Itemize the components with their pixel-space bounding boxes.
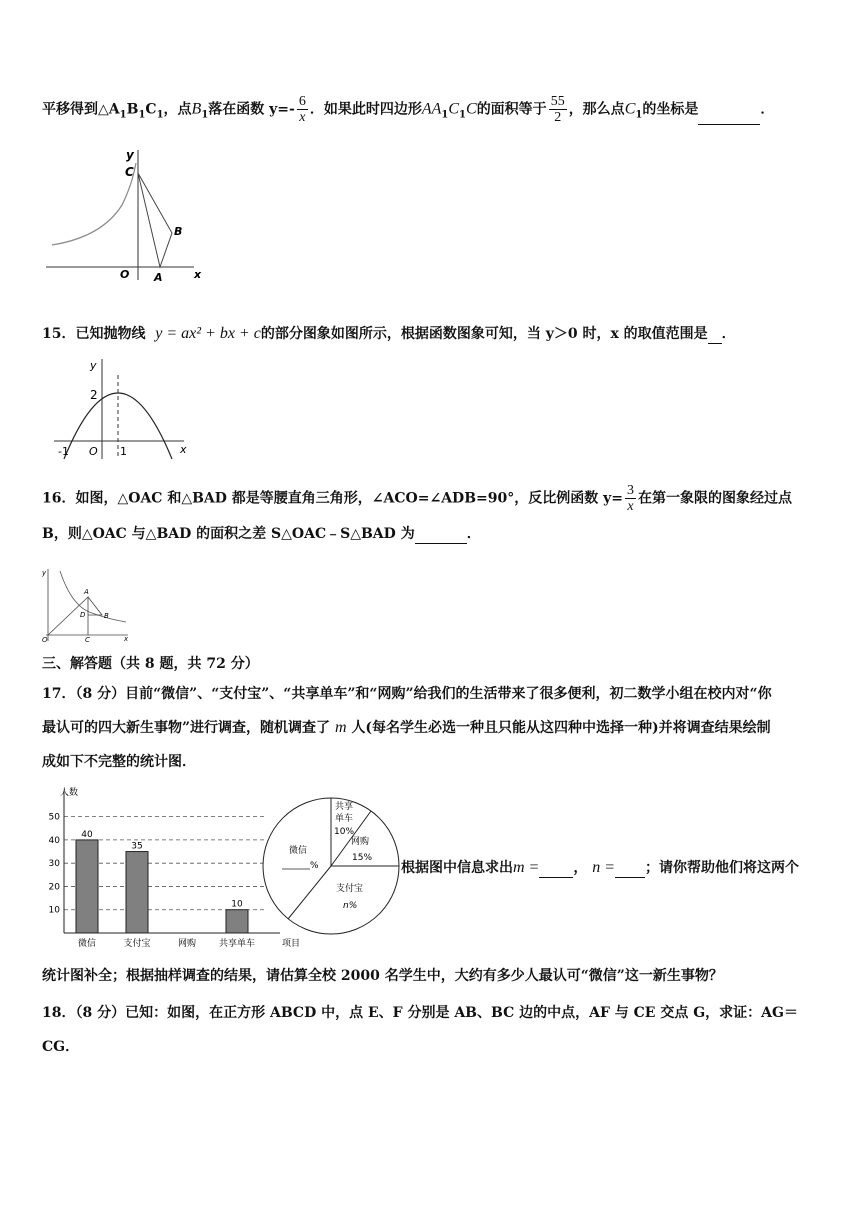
y-tick-label-4: 50 [48,812,60,823]
q14-fig-y: y [126,148,134,162]
y-tick-label-3: 40 [48,835,60,846]
bar-value-label-3: 10 [231,899,243,910]
q17-line2: 最认可的四大新生事物”进行调查，随机调查了 m 人(每名学生必选一种且只能从这四种中选择一种)并将调查结果绘制 [42,719,771,736]
q14-figure [42,145,212,285]
x-axis-label: 项目 [282,939,301,949]
q16-fig-x: x [124,635,129,643]
q17-line1: 17．（8 分）目前“微信”、“支付宝”、“共享单车”和“网购”给我们的生活带来了很多便利，初二数学小组在校内对“你 [42,686,772,702]
bar-0 [76,840,98,933]
q16-fig-y: y [42,569,47,577]
q18-line2: CG． [42,1039,80,1055]
answer-blank[interactable] [698,124,760,125]
q16-line2: B，则△OAC 与△BAD 的面积之差 S△OAC﹣S△BAD 为 ． [42,526,481,542]
q17-line3: 成如下不完整的统计图． [42,754,196,770]
q15-fig-neg1: -1 [58,445,69,458]
pie-label-gx1: 共享 [335,802,354,812]
bar-value-label-1: 35 [131,841,143,852]
q15-fig-x: x [180,443,187,456]
section-heading: 三、解答题（共 8 题，共 72 分） [42,656,259,672]
answer-blank-n[interactable] [615,877,645,878]
q15-fig-1: 1 [120,445,127,458]
pie-label-gx2: 单车 [335,814,354,824]
q15-fig-y: y [90,359,97,372]
y-tick-label-2: 30 [48,859,60,870]
q14-fig-B: B [174,225,183,238]
q17-bar-chart [38,785,301,953]
q16-line1: 16．如图，△OAC 和△BAD 都是等腰直角三角形，∠ACO=∠ADB=90°，反比例函数 y= $\frac{3}{x}$ 在第一象限的图象经过点 [42,483,792,514]
q16-figure [42,567,134,643]
bar-value-label-0: 40 [81,829,93,840]
q16-fig-D: D [80,611,86,619]
q15-fig-2: 2 [90,388,98,402]
q15-formula: y = ax² + bx + c [155,325,261,342]
q14-fig-x: x [194,268,202,281]
q14-line: 平移得到$\triangle A_1B_1C_1$，点$B_1$落在函数 y=- $\frac{6}{x}$ ．如果此时四边形$AA_1C_1C$的面积等于 $\frac{55}{2}$ ，那么点$C_1$的坐标是 ． [42,94,775,125]
answer-blank[interactable] [708,343,722,344]
q18-line1: 18．（8 分）已知：如图，在正方形 ABCD 中，点 E、F 分别是 AB、BC 边的中点，AF 与 CE 交点 G，求证：AG＝ [42,1005,799,1021]
q16-fig-A: A [84,588,89,596]
q15-line: 15．已知抛物线 y = ax² + bx + c的部分图象如图所示，根据函数图象可知，当 y＞0 时，x 的取值范围是 ． [42,325,736,342]
answer-blank-m[interactable] [539,877,573,878]
pie-label-zfb: 支付宝 [336,884,364,894]
q16-fig-B: B [104,612,109,620]
q14-fig-A: A [154,271,163,284]
q16-fig-C: C [85,636,90,644]
q17-pie-chart [258,793,404,939]
q15-figure [52,355,202,463]
answer-blank[interactable] [415,543,467,544]
bar-3 [226,910,248,933]
q14-fraction: $\frac{6}{x}$ [298,94,306,125]
q15-fig-O: O [89,445,98,458]
y-tick-label-1: 20 [48,882,60,893]
x-tick-label-0: 微信 [77,939,97,949]
pie-label-gx-pct: 10% [334,827,355,837]
pie-label-wg: 网购 [351,837,370,847]
q16-fig-O: O [42,636,48,644]
x-tick-label-2: 网购 [177,939,197,949]
bar-1 [126,852,148,933]
q17-side-text: 根据图中信息求出m = ， n = ；请你帮助他们将这两个 [401,859,800,876]
pie-label-wx: 微信 [289,846,308,856]
pie-label-zfb-pct: n% [343,901,358,911]
y-axis-label: 人数 [60,788,79,798]
q17-line4: 统计图补全；根据抽样调查的结果，请估算全校 2000 名学生中，大约有多少人最认可“微信”这一新生事物？ [42,968,723,984]
pie-label-wx-pct: % [310,861,319,871]
y-tick-label-0: 10 [48,905,60,916]
pie-label-wg-pct: 15% [352,853,373,863]
x-tick-label-1: 支付宝 [123,939,151,949]
q16-fraction: $\frac{3}{x}$ [626,483,634,514]
q14-fig-O: O [120,268,130,281]
x-tick-label-3: 共享单车 [218,939,256,949]
q14-area-fraction: $\frac{55}{2}$ [550,94,565,125]
q14-fig-C: C [125,165,134,179]
